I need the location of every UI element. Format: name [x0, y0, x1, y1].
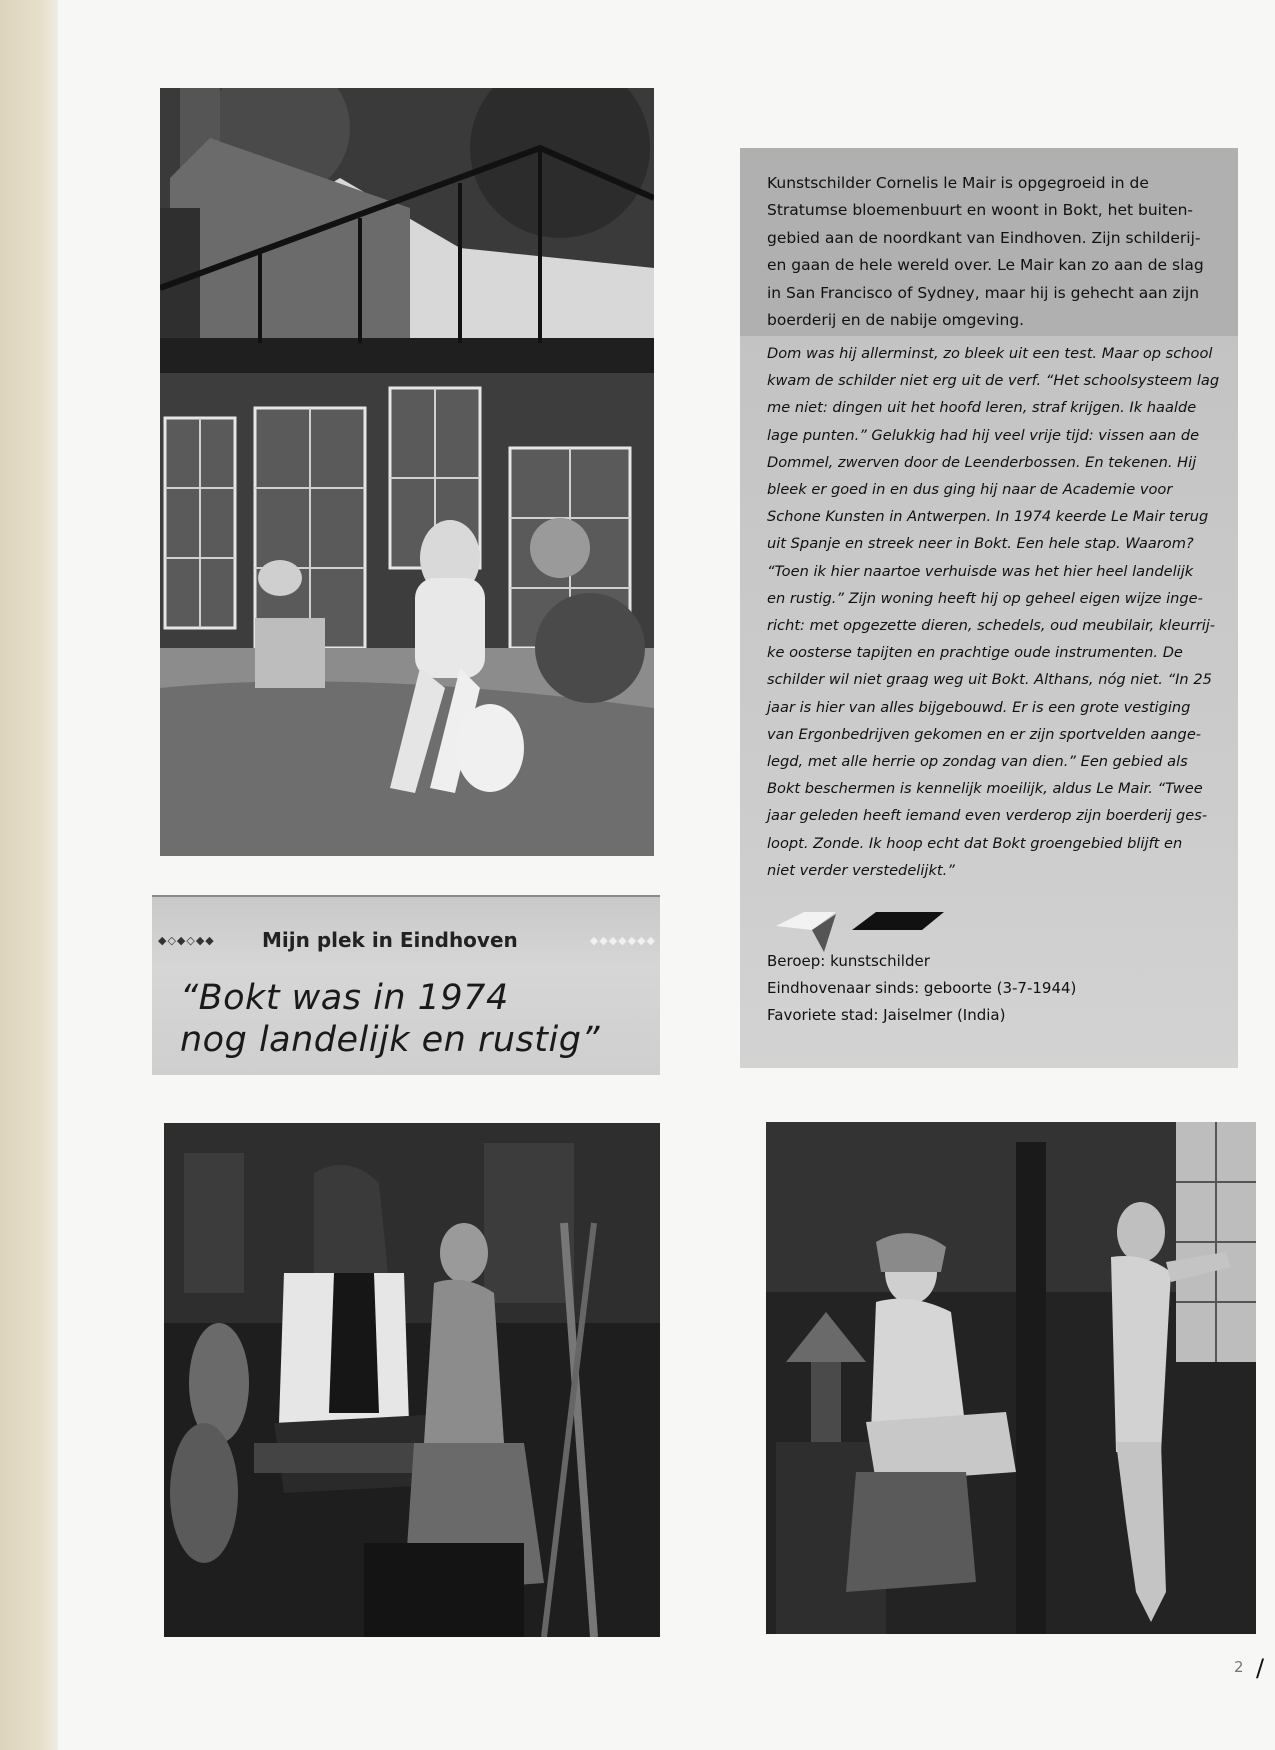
body-line: Dommel, zwerven door de Leenderbossen. En tekenen. Hij	[767, 453, 1197, 471]
body-line: richt: met opgezette dieren, schedels, oud meubilair, kleurrij-	[767, 617, 1216, 635]
page-number: 2	[1234, 1658, 1244, 1676]
fact-occupation: Beroep: kunstschilder	[767, 952, 930, 970]
intro-line: in San Francisco of Sydney, maar hij is gehecht aan zijn	[767, 283, 1200, 302]
kicker-label: Mijn plek in Eindhoven	[262, 928, 518, 952]
photo-painter-at-easel	[164, 1123, 660, 1637]
pen-mark: /	[1256, 1654, 1265, 1682]
intro-line: Kunstschilder Cornelis le Mair is opgegroeid in de	[767, 174, 1149, 192]
body-line: ke oosterse tapijten en prachtige oude instrumenten. De	[767, 644, 1183, 662]
body-line: niet verder verstedelijkt.”	[767, 861, 955, 879]
body-line: Schone Kunsten in Antwerpen. In 1974 keerde Le Mair terug	[767, 508, 1209, 526]
intro-paragraph	[767, 170, 1227, 334]
intro-line: gebied aan de noordkant van Eindhoven. Zijn schilderij-	[767, 228, 1201, 247]
intro-line: en gaan de hele wereld over. Le Mair kan zo aan de slag	[767, 256, 1204, 275]
body-line: jaar is hier van alles bijgebouwd. Er is een grote vestiging	[767, 698, 1191, 716]
body-line: jaar geleden heeft iemand even verderop zijn boerderij ges-	[767, 807, 1208, 825]
body-line: kwam de schilder niet erg uit de verf. “Het schoolsysteem lag	[767, 372, 1220, 390]
photo-painting-women	[766, 1122, 1256, 1634]
kicker-row	[152, 927, 660, 953]
body-line: van Ergonbedrijven gekomen en er zijn sportvelden aange-	[767, 725, 1202, 743]
photo-artist-greenhouse	[160, 88, 654, 856]
scan-edge	[0, 0, 58, 1750]
body-line: “Toen ik hier naartoe verhuisde was het hier heel landelijk	[767, 562, 1194, 580]
article-sidebar	[740, 148, 1238, 1068]
diamond-ornament-left: ◆◇◆◇◆◆	[158, 933, 215, 947]
body-paragraph	[767, 340, 1229, 884]
headline-title	[180, 977, 650, 1061]
body-line: Dom was hij allerminst, zo bleek uit een test. Maar op school	[767, 345, 1213, 362]
body-line: loopt. Zonde. Ik hoop echt dat Bokt groengebied blijft en	[767, 834, 1183, 852]
body-line: me niet: dingen uit het hoofd leren, straf krijgen. Ik haalde	[767, 399, 1197, 417]
headline-line: nog landelijk en rustig”	[180, 1020, 601, 1060]
fact-favorite-city: Favoriete stad: Jaiselmer (India)	[767, 1006, 1006, 1024]
body-line: uit Spanje en streek neer in Bokt. Een hele stap. Waarom?	[767, 535, 1194, 553]
body-line: schilder wil niet graag weg uit Bokt. Althans, nóg niet. “In 25	[767, 671, 1212, 689]
body-line: legd, met alle herrie op zondag van dien.” Een gebied als	[767, 753, 1188, 771]
intro-line: Stratumse bloemenbuurt en woont in Bokt, het buiten-	[767, 201, 1194, 220]
headline-line: “Bokt was in 1974	[180, 978, 509, 1018]
fact-resident-since: Eindhovenaar sinds: geboorte (3-7-1944)	[767, 979, 1077, 997]
body-line: bleek er goed in en dus ging hij naar de Academie voor	[767, 481, 1173, 499]
body-line: Bokt beschermen is kennelijk moeilijk, aldus Le Mair. “Twee	[767, 780, 1203, 798]
body-line: lage punten.” Gelukkig had hij veel vrije tijd: vissen aan de	[767, 426, 1200, 444]
intro-line: boerderij en de nabije omgeving.	[767, 311, 1025, 330]
diamond-ornament-right: ◆◆◆◆◆◆◆	[589, 933, 656, 947]
fact-list	[767, 948, 1187, 1029]
body-line: en rustig.” Zijn woning heeft hij op geheel eigen wijze inge-	[767, 589, 1203, 607]
headline-box	[152, 895, 660, 1075]
